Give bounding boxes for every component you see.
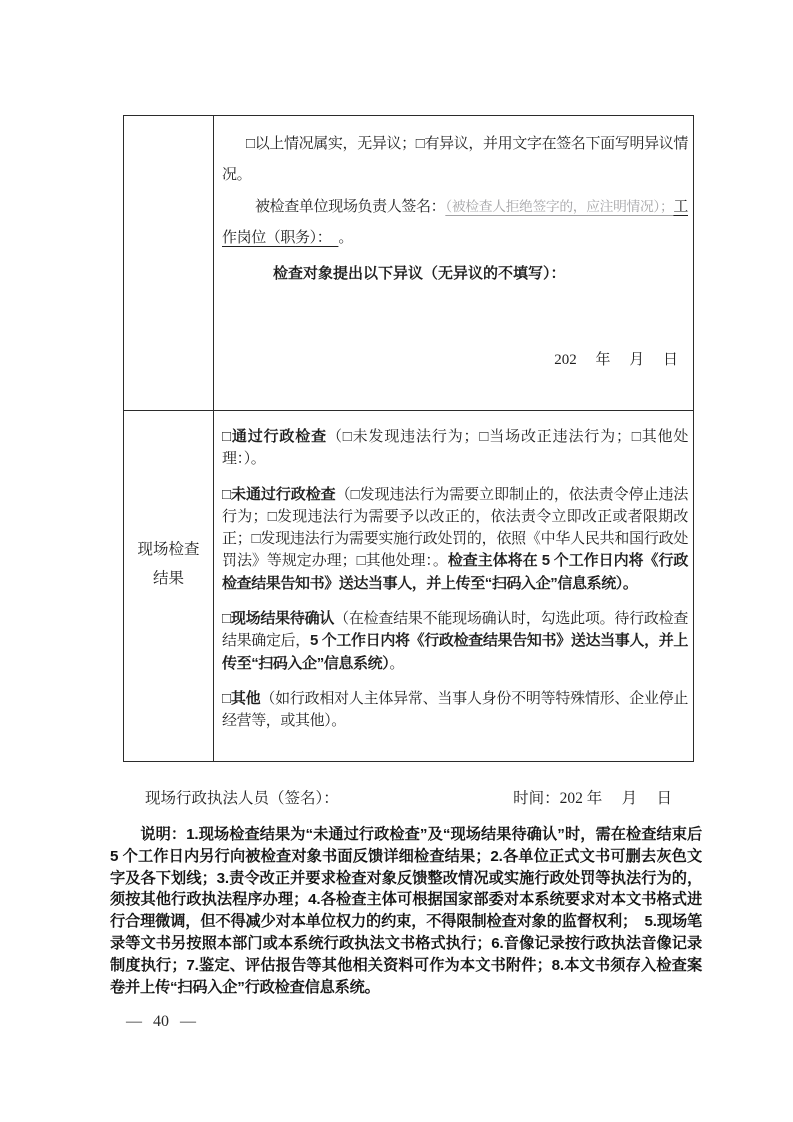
text-run: （□未发现违法行为；□当场改正违法行为；□其他处理：）。	[222, 429, 688, 468]
objection-prompt: 检查对象提出以下异议（无异议的不填写）：	[273, 265, 566, 282]
inspection-record-table	[123, 115, 694, 762]
result-label-cell	[124, 411, 214, 761]
text-run: 工作岗位（职务）：	[222, 199, 688, 246]
text-run: □	[222, 429, 232, 445]
text-run: 5 个工作日内将《行政检查结果告知书》送达当事人，并上传至“扫码入企”信息系统）	[222, 632, 688, 672]
empty-label-cell	[124, 116, 214, 411]
text-run: 被检查单位现场负责人签名：	[255, 199, 446, 215]
text-run: （在检查结果不能现场确认时，勾选此项。待行政检查结果确定后，	[222, 611, 688, 650]
text-run: 。	[389, 655, 404, 672]
text-run: 未通过行政检查	[231, 485, 336, 503]
text-run: 现场结果待确认	[230, 610, 335, 628]
enforcement-officer-signature-label: 现场行政执法人员（签名）：	[145, 790, 339, 807]
option-other	[222, 688, 688, 733]
text-run: 其他	[230, 689, 261, 707]
option-result-pending	[222, 608, 688, 675]
result-options-cell	[214, 411, 693, 761]
text-run: □	[222, 690, 231, 707]
confirmation-cell	[214, 116, 693, 411]
enforcement-signature-row	[145, 788, 672, 810]
text-run: （被检查人拒绝签字的，应注明情况）；	[445, 199, 674, 214]
objection-options-line	[222, 129, 688, 191]
option-failed-inspection	[222, 484, 688, 595]
result-row-label: 现场检查结果	[137, 541, 200, 587]
text-run: （□发现违法行为需要立即制止的，依法责令停止违法行为；□发现违法行为需要予以改正的，依法责令立即改正或者限期改正；□发现违法行为需要实施行政处罚的，依照《中华人民共和国行政处罚法》等规定办理；□其他处理：。	[222, 486, 688, 570]
text-run: 检查主体将在 5 个工作日内将《行政检查结果告知书》送达当事人，并上传至“扫码入企”信息系统）。	[222, 552, 688, 592]
text-run: 通过行政检查	[231, 428, 327, 445]
notes-paragraph: 说明：1.现场检查结果为“未通过行政检查”及“现场结果待确认”时，需在检查结束后 5 个工作日内另行向被检查对象书面反馈详细检查结果；2.各单位正式文书可删去灰色文字及各下划线；3.责令改正并要求检查对象反馈整改情况或实施行政处罚等执法行为的，须按其他行政执法程序办理；4.各检查主体可根据国家部委对本系统要求对本文书格式进行合理微调，但不得减少对本单位权力的约束，不得限制检查对象的监督权利； 5.现场笔录等文书另按照本部门或本系统行政执法文书格式执行；6.音像记录按行政执法音像记录制度执行；7.鉴定、评估报告等其他相关资料可作为本文书附件；8.本文书须存入检查案卷并上传“扫码入企”行政检查信息系统。	[110, 826, 702, 996]
inspected-unit-signature-line	[222, 191, 688, 254]
text-run: □	[222, 611, 231, 628]
text-run: 。	[338, 230, 354, 246]
text-run: （如行政相对人主体异常、当事人身份不明等特殊情形、企业停止经营等，或其他）。	[222, 690, 688, 730]
option-passed-inspection	[222, 426, 688, 471]
text-run: □	[222, 486, 232, 503]
text-run: □以上情况属实，无异议；□有异议，并用文字在签名下面写明异议情况。	[222, 136, 688, 183]
time-label: 时间：202 年 月 日	[513, 790, 672, 807]
objection-date-line: 202 年 月 日	[554, 352, 678, 368]
page-number: — 40 —	[126, 1013, 196, 1030]
